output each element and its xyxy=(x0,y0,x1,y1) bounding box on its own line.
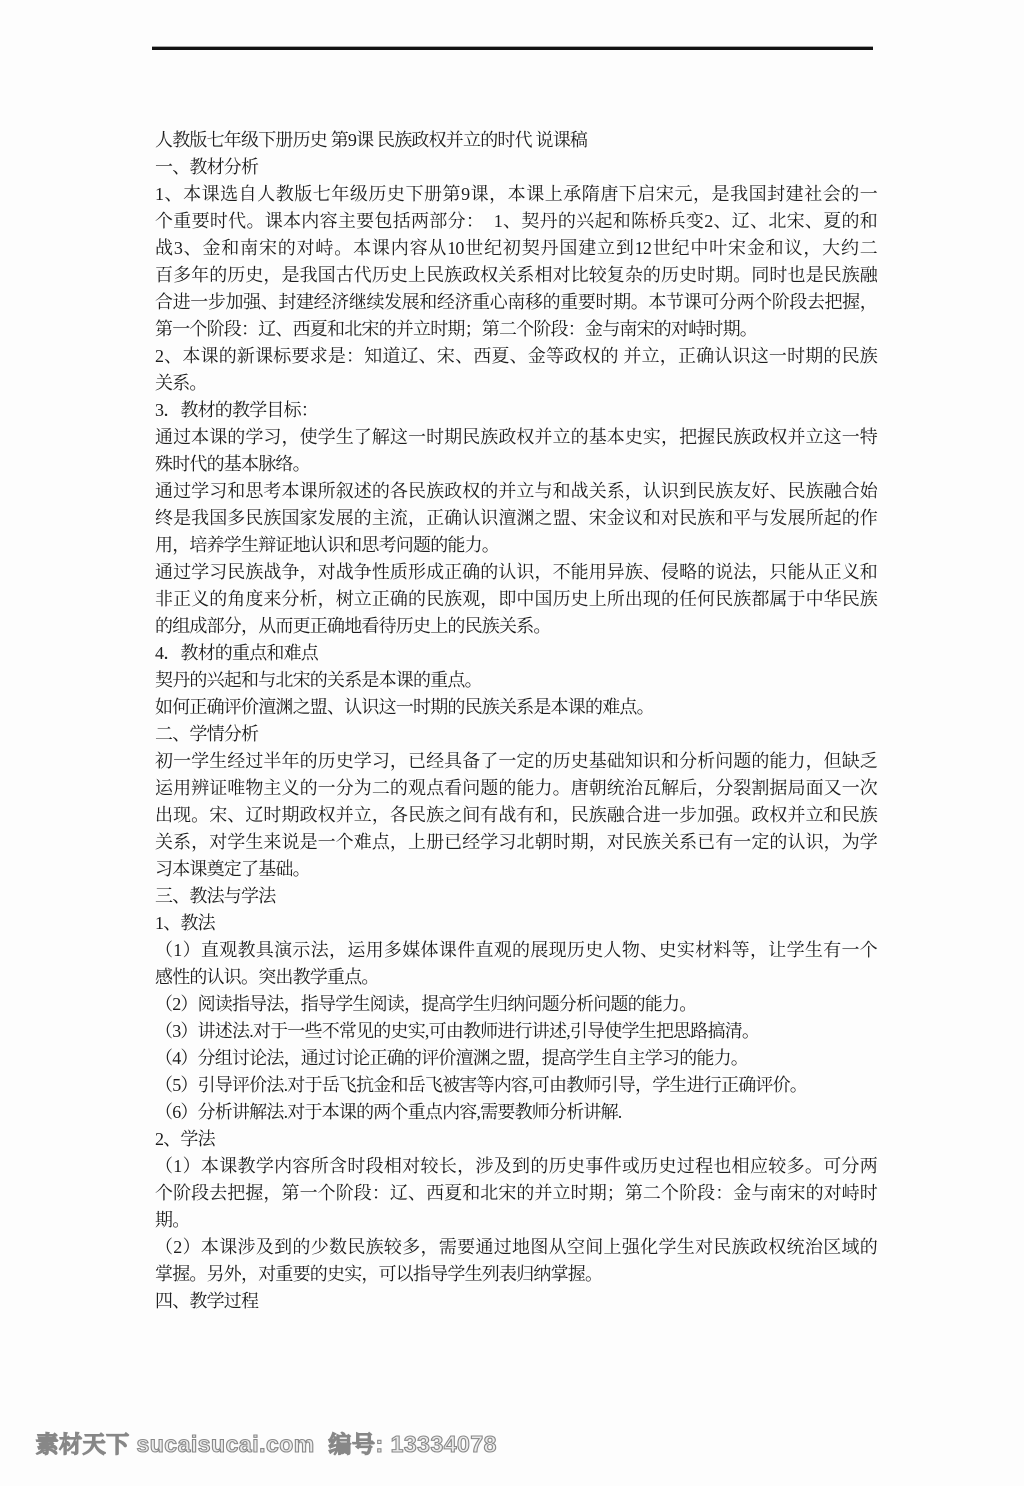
text-line: （5）引导评价法.对于岳飞抗金和岳飞被害等内容,可由教师引导，学生进行正确评价。 xyxy=(155,1075,807,1095)
text-line: 非正义的角度来分析，树立正确的民族观，即中国历史上所出现的任何民族都属于中华民族 xyxy=(155,589,877,609)
text-line: 殊时代的基本脉络。 xyxy=(155,454,310,474)
text-line: 第一个阶段：辽、西夏和北宋的并立时期；第二个阶段：金与南宋的对峙时期。 xyxy=(155,319,757,339)
text-line: 期。 xyxy=(155,1210,190,1230)
header-rule xyxy=(152,46,873,50)
text-line: 二、学情分析 xyxy=(155,724,259,744)
text-line: 3．教材的教学目标： xyxy=(155,400,318,420)
text-line: （2）阅读指导法，指导学生阅读，提高学生归纳问题分析问题的能力。 xyxy=(155,994,697,1014)
text-line: 用，培养学生辩证地认识和思考问题的能力。 xyxy=(155,535,499,555)
text-line: （3）讲述法.对于一些不常见的史实,可由教师进行讲述,引导使学生把思路搞清。 xyxy=(155,1021,760,1041)
text-line: 初一学生经过半年的历史学习，已经具备了一定的历史基础知识和分析问题的能力，但缺乏 xyxy=(155,751,877,771)
text-line: 合进一步加强、封建经济继续发展和经济重心南移的重要时期。本节课可分两个阶段去把握， xyxy=(155,292,877,312)
text-line: 一、教材分析 xyxy=(155,157,259,177)
text-line: 2、学法 xyxy=(155,1129,215,1149)
text-line: 感性的认识。突出教学重点。 xyxy=(155,967,379,987)
text-line: 掌握。另外，对重要的史实，可以指导学生列表归纳掌握。 xyxy=(155,1264,603,1284)
text-line: 习本课奠定了基础。 xyxy=(155,859,310,879)
text-line: （4）分组讨论法，通过讨论正确的评价澶渊之盟，提高学生自主学习的能力。 xyxy=(155,1048,748,1068)
watermark xyxy=(8,1399,497,1486)
text-line: 契丹的兴起和与北宋的关系是本课的重点。 xyxy=(155,670,482,690)
text-line: 通过本课的学习，使学生了解这一时期民族政权并立的基本史实，把握民族政权并立这一特 xyxy=(155,427,877,447)
text-line: 通过学习民族战争，对战争性质形成正确的认识，不能用异族、侵略的说法，只能从正义和 xyxy=(155,562,877,582)
text-line: 百多年的历史，是我国古代历史上民族政权关系相对比较复杂的历史时期。同时也是民族融 xyxy=(155,265,877,285)
text-line: 人教版七年级下册历史 第9课 民族政权并立的时代 说课稿 xyxy=(155,130,588,150)
text-line: 关系。 xyxy=(155,373,207,393)
text-line: 个重要时代。课本内容主要包括两部分： 1、契丹的兴起和陈桥兵变2、辽、北宋、夏的和 xyxy=(155,211,877,231)
text-line: 通过学习和思考本课所叙述的各民族政权的并立与和战关系，认识到民族友好、民族融合始 xyxy=(155,481,877,501)
text-line: 个阶段去把握，第一个阶段：辽、西夏和北宋的并立时期；第二个阶段：金与南宋的对峙时 xyxy=(155,1183,877,1203)
watermark-text: 素材天下 sucaisucai.com 编号: 13334078 xyxy=(35,1431,497,1457)
text-line: 1、本课选自人教版七年级历史下册第9课，本课上承隋唐下启宋元，是我国封建社会的一 xyxy=(155,184,877,204)
document-text xyxy=(155,127,877,1315)
text-line: （6）分析讲解法.对于本课的两个重点内容,需要教师分析讲解. xyxy=(155,1102,622,1122)
text-line: 2、本课的新课标要求是：知道辽、宋、西夏、金等政权的 并立，正确认识这一时期的民族 xyxy=(155,346,877,366)
text-line: （1）本课教学内容所含时段相对较长，涉及到的历史事件或历史过程也相应较多。可分两 xyxy=(155,1156,877,1176)
text-line: 如何正确评价澶渊之盟、认识这一时期的民族关系是本课的难点。 xyxy=(155,697,654,717)
text-line: 运用辨证唯物主义的一分为二的观点看问题的能力。唐朝统治瓦解后，分裂割据局面又一次 xyxy=(155,778,877,798)
text-line: 4．教材的重点和难点 xyxy=(155,643,318,663)
text-line: 战3、金和南宋的对峙。本课内容从10世纪初契丹国建立到12世纪中叶宋金和议，大约二 xyxy=(155,238,877,258)
text-line: 终是我国多民族国家发展的主流，正确认识澶渊之盟、宋金议和对民族和平与发展所起的作 xyxy=(155,508,877,528)
text-line: 1、教法 xyxy=(155,913,215,933)
text-line: （1）直观教具演示法，运用多媒体课件直观的展现历史人物、史实材料等，让学生有一个 xyxy=(155,940,877,960)
text-line: 关系，对学生来说是一个难点，上册已经学习北朝时期，对民族关系已有一定的认识，为学 xyxy=(155,832,877,852)
text-line: 的组成部分，从而更正确地看待历史上的民族关系。 xyxy=(155,616,551,636)
text-line: 出现。宋、辽时期政权并立，各民族之间有战有和，民族融合进一步加强。政权并立和民族 xyxy=(155,805,877,825)
text-line: 三、教法与学法 xyxy=(155,886,276,906)
text-line: 四、教学过程 xyxy=(155,1291,259,1311)
text-line: （2）本课涉及到的少数民族较多，需要通过地图从空间上强化学生对民族政权统治区域的 xyxy=(155,1237,877,1257)
